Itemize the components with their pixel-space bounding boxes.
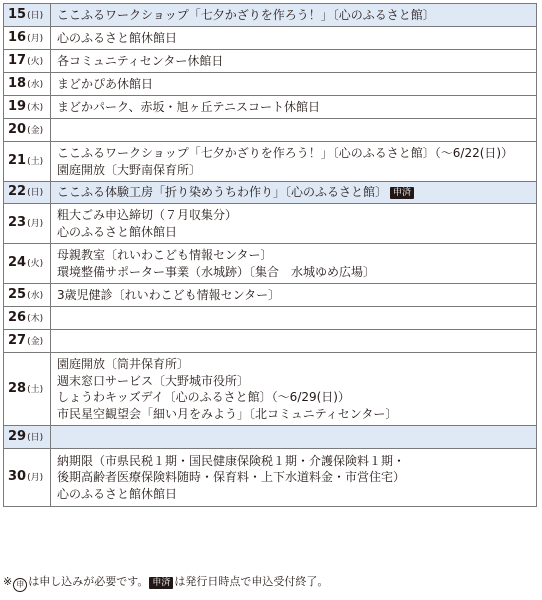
day-cell: [4, 426, 51, 449]
footnote-text-2: は発行日時点で申込受付終了。: [174, 575, 329, 588]
event-text: 粗大ごみ申込締切（７月収集分）: [57, 208, 238, 222]
day-number: 20: [8, 121, 27, 137]
calendar-row: [4, 96, 537, 119]
event-line: [57, 373, 530, 390]
weekday: (月): [27, 473, 44, 483]
weekday: (金): [27, 125, 44, 136]
event-text: ここふるワークショップ「七夕かざりを作ろう！」〔心のふるさと館〕（～6/22(日)）: [57, 146, 514, 160]
calendar-row: [4, 50, 537, 73]
event-cell: [51, 426, 537, 449]
day-cell: [4, 353, 51, 426]
event-text: 各コミュニティセンター休館日: [57, 53, 224, 68]
weekday: (木): [27, 102, 44, 113]
event-cell: [51, 330, 537, 353]
event-line: [57, 162, 530, 179]
weekday: (火): [27, 259, 44, 269]
day-cell: [4, 27, 51, 50]
event-cell: [51, 284, 537, 307]
calendar-row: [4, 244, 537, 284]
event-line: [57, 99, 530, 116]
event-line: [57, 247, 530, 264]
event-text: 後期高齢者医療保険料随時・保育料・上下水道料金・市営住宅）: [57, 470, 406, 485]
event-text: 母親教室〔れいわこども情報センター〕: [57, 248, 273, 262]
event-line: [57, 53, 530, 70]
weekday: (水): [27, 79, 44, 90]
day-cell: [4, 182, 51, 204]
day-cell: [4, 142, 51, 182]
event-cell: [51, 4, 537, 27]
event-text: 園庭開放〔大野南保育所〕: [57, 162, 202, 177]
calendar-row: [4, 4, 537, 27]
event-cell: [51, 142, 537, 182]
weekday: (月): [27, 33, 44, 44]
event-line: [57, 76, 530, 93]
event-line: [57, 264, 530, 281]
day-cell: [4, 330, 51, 353]
day-cell: [4, 244, 51, 284]
calendar-row: [4, 73, 537, 96]
event-cell: [51, 50, 537, 73]
calendar-row: [4, 426, 537, 449]
application-closed-badge: 申済: [149, 577, 173, 589]
calendar-row: [4, 353, 537, 426]
day-cell: [4, 96, 51, 119]
weekday: (金): [27, 336, 44, 347]
calendar-row: [4, 449, 537, 507]
event-cell: [51, 244, 537, 284]
day-cell: [4, 307, 51, 330]
day-number: 18: [8, 75, 27, 91]
event-text: 3歳児健診〔れいわこども情報センター〕: [57, 287, 281, 302]
weekday: (土): [27, 384, 44, 395]
day-number: 25: [8, 286, 27, 302]
event-text: まどかぴあ休館日: [57, 76, 154, 91]
event-cell: [51, 449, 537, 507]
weekday: (日): [27, 188, 44, 198]
event-line: [57, 207, 530, 224]
calendar-row: [4, 307, 537, 330]
day-number: 24: [8, 255, 27, 270]
event-cell: [51, 182, 537, 204]
weekday: (土): [27, 157, 44, 167]
day-number: 19: [8, 98, 27, 114]
event-cell: [51, 307, 537, 330]
event-line: [57, 30, 530, 47]
day-number: 27: [8, 332, 27, 348]
weekday: (月): [27, 219, 44, 229]
event-text: 心のふるさと館休館日: [57, 224, 178, 239]
day-number: 15: [8, 6, 27, 22]
event-line: [57, 406, 530, 423]
event-text: 市民星空観望会「細い月をみよう」〔北コミュニティセンター〕: [57, 406, 398, 421]
calendar-row: [4, 330, 537, 353]
calendar-row: [4, 142, 537, 182]
weekday: (水): [27, 290, 44, 301]
event-cell: [51, 73, 537, 96]
event-line: [57, 145, 530, 162]
event-line: [57, 356, 530, 373]
event-line: [57, 287, 530, 304]
calendar-body: [4, 4, 537, 507]
day-number: 29: [8, 428, 27, 444]
day-cell: [4, 73, 51, 96]
event-line: [57, 224, 530, 241]
event-line: [57, 469, 530, 486]
event-text: まどかパーク、赤坂・旭ヶ丘テニスコート休館日: [57, 99, 321, 114]
day-cell: [4, 50, 51, 73]
footnote-prefix: ※: [3, 575, 13, 588]
event-text: 心のふるさと館休館日: [57, 486, 178, 501]
day-number: 17: [8, 52, 27, 68]
event-line: [57, 486, 530, 503]
footnote-text-1: は申し込みが必要です。: [28, 575, 149, 588]
event-text: ここふるワークショップ「七夕かざりを作ろう！」〔心のふるさと館〕: [57, 7, 435, 22]
event-text: しょうわキッズデイ〔心のふるさと館〕（～6/29(日)）: [57, 390, 350, 404]
event-cell: [51, 27, 537, 50]
day-number: 23: [8, 215, 27, 230]
event-text: 園庭開放〔筒井保育所〕: [57, 357, 190, 371]
calendar-row: [4, 119, 537, 142]
application-required-mark: 申: [13, 578, 27, 592]
day-number: 21: [8, 153, 27, 168]
day-cell: [4, 284, 51, 307]
event-text: 納期限（市県民税１期・国民健康保険税１期・介護保険料１期・: [57, 453, 406, 468]
event-line: [57, 453, 530, 470]
weekday: (日): [27, 10, 44, 21]
day-number: 16: [8, 29, 27, 45]
event-line: [57, 184, 530, 201]
event-text: 心のふるさと館休館日: [57, 30, 178, 45]
event-cell: [51, 204, 537, 244]
calendar-row: [4, 284, 537, 307]
event-calendar-table: [3, 3, 537, 507]
calendar-row: [4, 182, 537, 204]
application-closed-badge: 申済: [390, 187, 414, 199]
event-line: [57, 7, 530, 24]
weekday: (日): [27, 432, 44, 443]
day-number: 26: [8, 309, 27, 325]
event-cell: [51, 96, 537, 119]
footnote: [3, 575, 328, 592]
event-cell: [51, 353, 537, 426]
weekday: (木): [27, 313, 44, 324]
calendar-row: [4, 27, 537, 50]
day-cell: [4, 119, 51, 142]
event-text: 週末窓口サービス〔大野城市役所〕: [57, 373, 250, 388]
event-cell: [51, 119, 537, 142]
day-cell: [4, 204, 51, 244]
day-cell: [4, 4, 51, 27]
day-cell: [4, 449, 51, 507]
calendar-row: [4, 204, 537, 244]
day-number: 22: [8, 184, 27, 199]
day-number: 30: [8, 469, 27, 484]
day-number: 28: [8, 380, 27, 396]
event-text: 環境整備サポーター事業（水城跡）〔集合 水城ゆめ広場〕: [57, 264, 376, 279]
weekday: (火): [27, 56, 44, 67]
event-text: ここふる体験工房「折り染めうちわ作り」〔心のふるさと館〕: [57, 185, 388, 200]
event-line: [57, 389, 530, 406]
